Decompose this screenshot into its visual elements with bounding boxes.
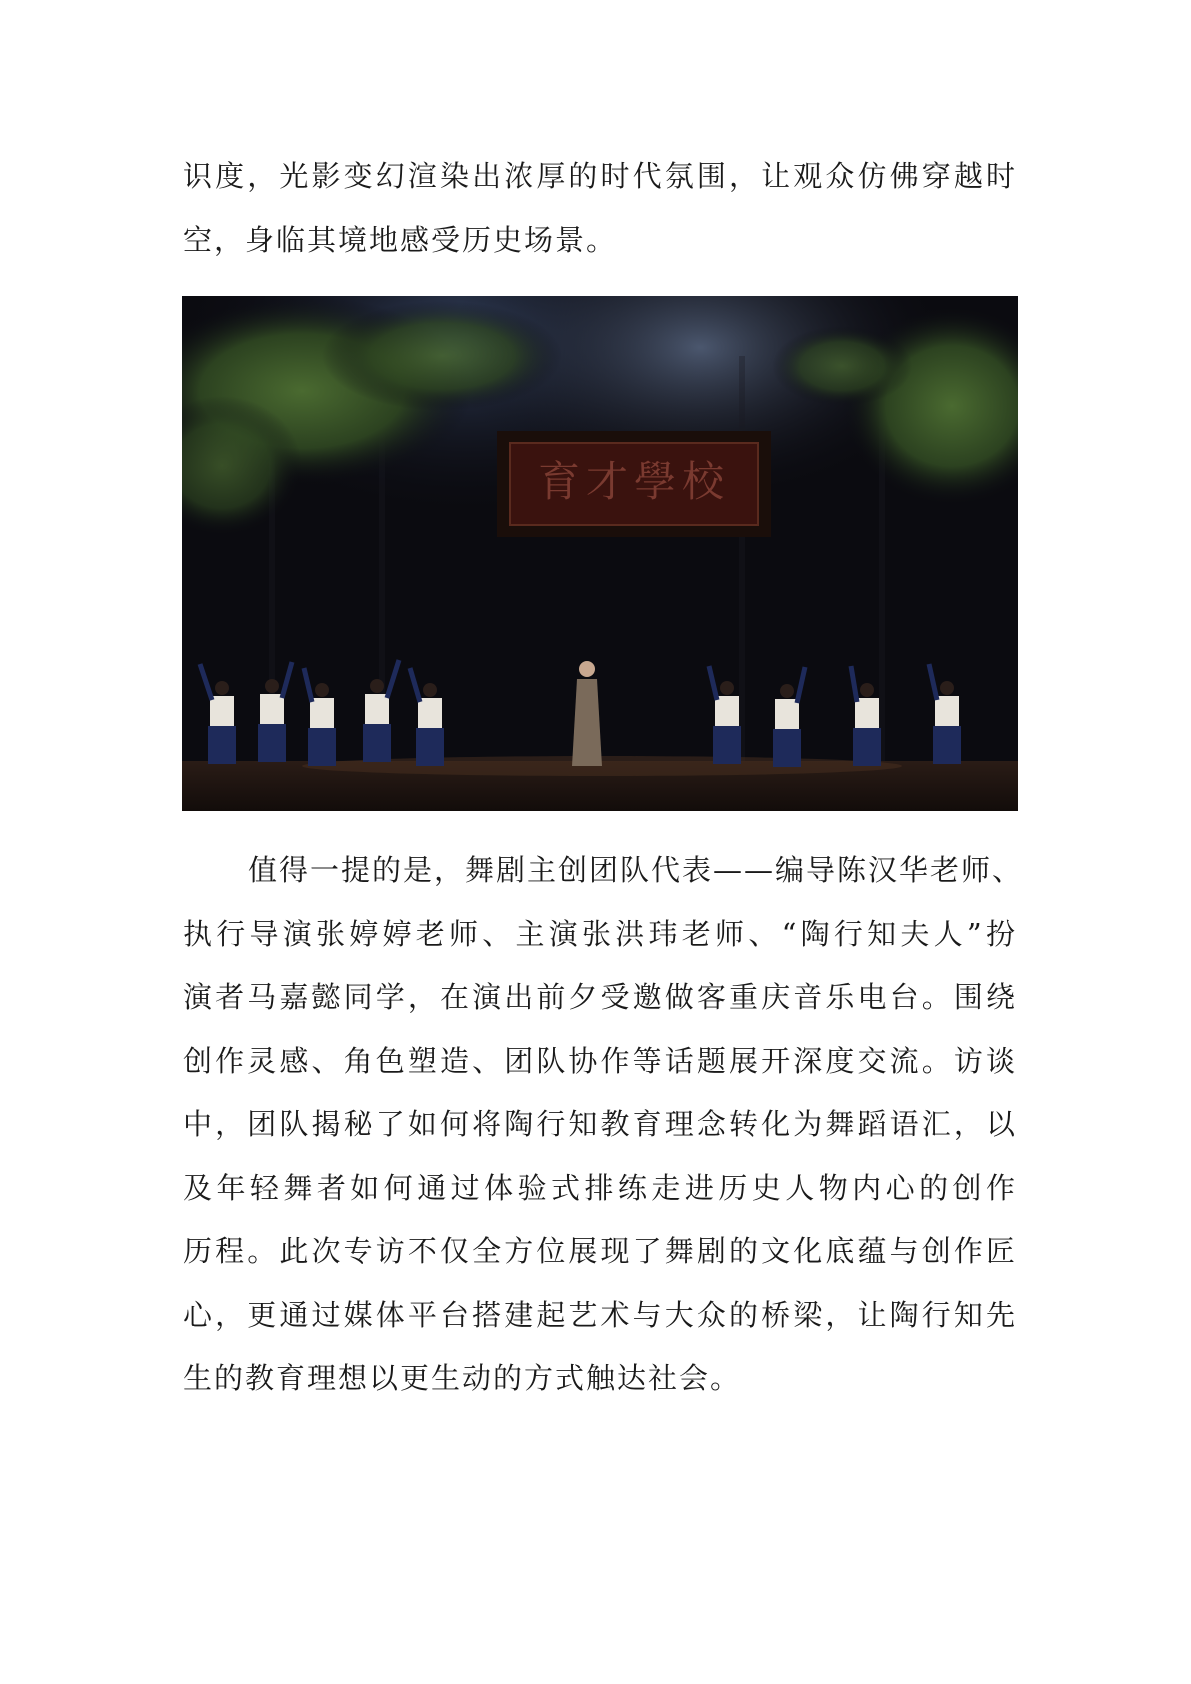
- main-line-7: 历程。此次专访不仅全方位展现了舞剧的文化底蕴与创作匠: [183, 1234, 1015, 1268]
- intro-line-2: 空，身临其境地感受历史场景。: [183, 223, 618, 257]
- stage-performance-photo: [182, 296, 1018, 811]
- main-line-9: 生的教育理想以更生动的方式触达社会。: [183, 1361, 742, 1395]
- plaque-text: 育才學校: [537, 457, 731, 506]
- main-line-6: 及年轻舞者如何通过体验式排练走进历史人物内心的创作: [183, 1171, 1015, 1205]
- main-line-1: 值得一提的是，舞剧主创团队代表——编导陈汉华老师、: [248, 853, 1024, 887]
- main-line-2: 执行导演张婷婷老师、主演张洪玮老师、“陶行知夫人”扮: [183, 917, 1015, 951]
- main-line-8: 心，更通过媒体平台搭建起艺术与大众的桥梁，让陶行知先: [183, 1298, 1015, 1332]
- school-plaque: [497, 431, 771, 537]
- main-line-5: 中，团队揭秘了如何将陶行知教育理念转化为舞蹈语汇，以: [183, 1107, 1015, 1141]
- intro-line-1: 识度，光影变幻渲染出浓厚的时代氛围，让观众仿佛穿越时: [183, 159, 1015, 193]
- main-line-4: 创作灵感、角色塑造、团队协作等话题展开深度交流。访谈: [183, 1044, 1015, 1078]
- main-line-3: 演者马嘉懿同学，在演出前夕受邀做客重庆音乐电台。围绕: [183, 980, 1015, 1014]
